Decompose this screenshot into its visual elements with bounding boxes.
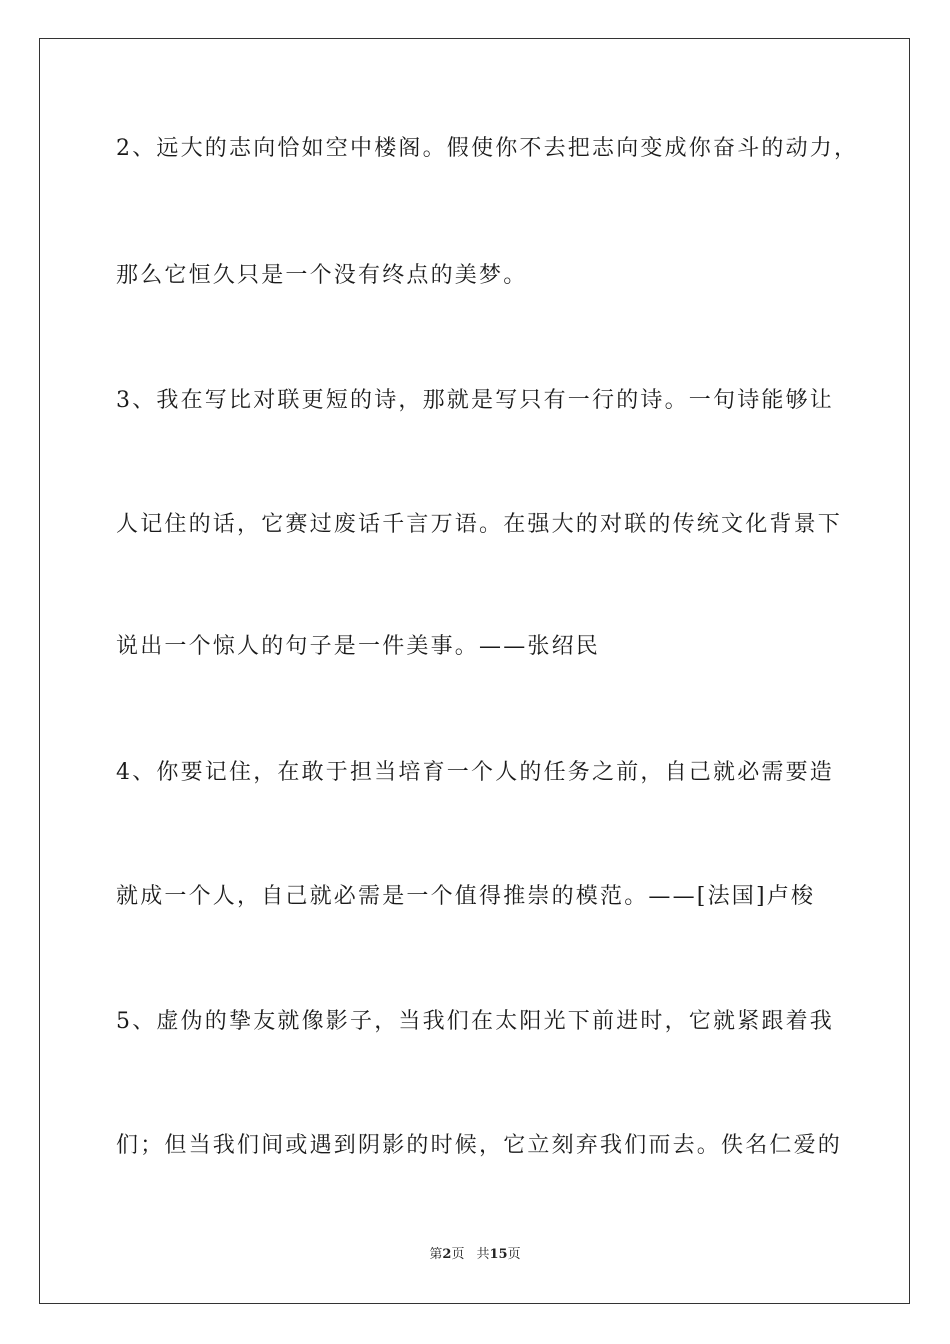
text-line-8: 5、虚伪的挚友就像影子，当我们在太阳光下前进时，它就紧跟着我 [116, 1009, 834, 1034]
text-line-5: 说出一个惊人的句子是一件美事。——张绍民 [116, 634, 601, 659]
text-line-9: 们；但当我们间或遇到阴影的时候，它立刻弃我们而去。佚名仁爱的 [116, 1133, 843, 1158]
text-line-2: 那么它恒久只是一个没有终点的美梦。 [116, 263, 528, 288]
page-number: 2 [442, 1247, 452, 1262]
text-line-7: 就成一个人，自己就必需是一个值得推崇的模范。——[法国]卢梭 [116, 884, 816, 909]
total-pages: 15 [489, 1247, 508, 1262]
total-suffix: 页 [507, 1247, 521, 1262]
page-suffix: 页 [451, 1247, 465, 1262]
text-line-1: 2、远大的志向恰如空中楼阁。假使你不去把志向变成你奋斗的动力， [116, 136, 859, 161]
total-prefix: 共 [476, 1247, 490, 1262]
page-footer [0, 1246, 950, 1264]
page-border [39, 38, 910, 1304]
page-prefix: 第 [429, 1247, 443, 1262]
text-line-3: 3、我在写比对联更短的诗，那就是写只有一行的诗。一句诗能够让 [116, 388, 834, 413]
text-line-4: 人记住的话，它赛过废话千言万语。在强大的对联的传统文化背景下 [116, 512, 843, 537]
text-line-6: 4、你要记住，在敢于担当培育一个人的任务之前，自己就必需要造 [116, 760, 834, 785]
